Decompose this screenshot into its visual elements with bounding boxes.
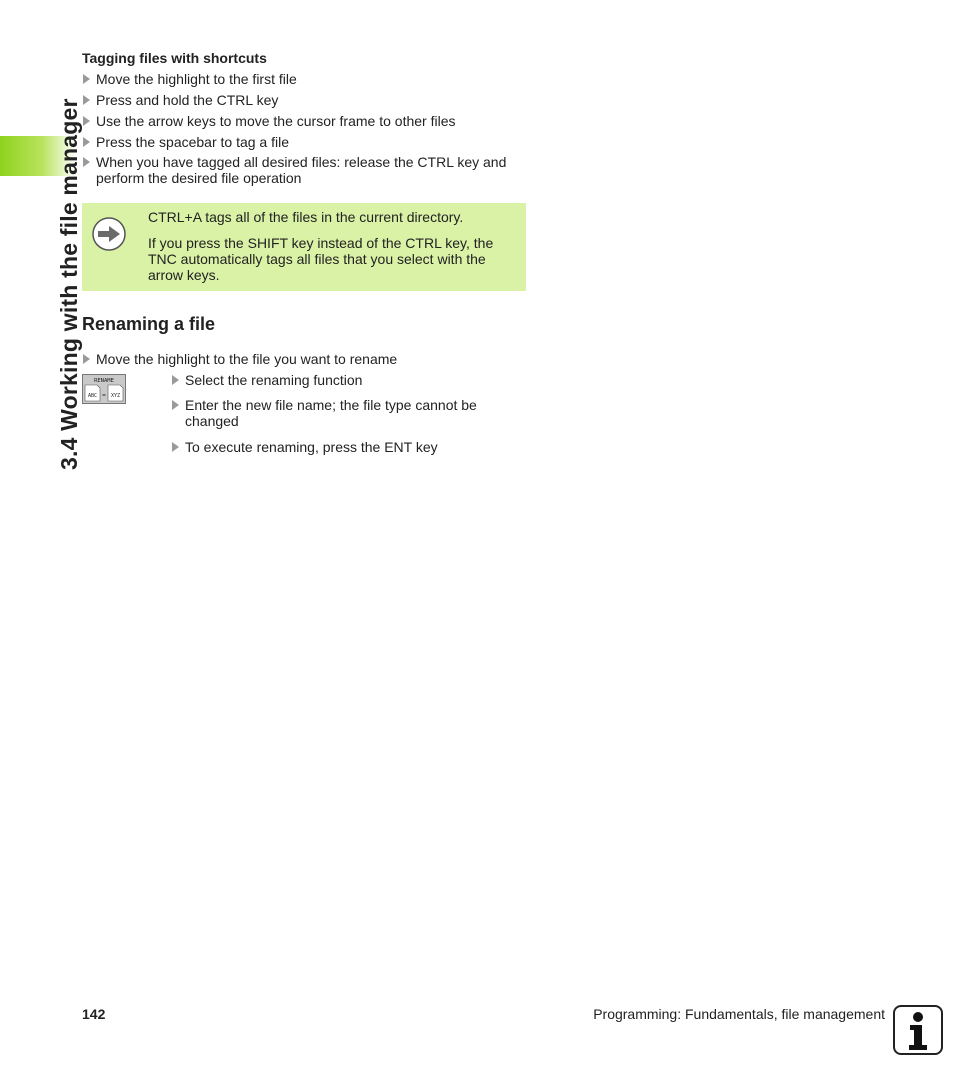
softkey-to: XYZ — [110, 393, 121, 399]
note-line: CTRL+A tags all of the files in the current directory. — [148, 209, 464, 225]
rename-softkey[interactable] — [82, 374, 126, 404]
tagging-step: Use the arrow keys to move the cursor frame to other files — [82, 113, 536, 129]
rename-softkey-step: Enter the new file name; the file type cannot be changed — [171, 397, 503, 429]
tagging-step: Press the spacebar to tag a file — [82, 134, 536, 150]
rename-softkey-step: To execute renaming, press the ENT key — [171, 439, 515, 455]
tagging-step: When you have tagged all desired files: release the CTRL key and perform the desired file operation — [82, 154, 528, 186]
tagging-heading: Tagging files with shortcuts — [82, 50, 267, 66]
softkey-arrow: = — [101, 393, 107, 399]
page-number: 142 — [82, 1006, 106, 1022]
tagging-step: Press and hold the CTRL key — [82, 92, 536, 108]
note-line: If you press the SHIFT key instead of the CTRL key, the TNC automatically tags all files that you select with the arrow keys. — [148, 235, 494, 283]
softkey-title: RENAME — [94, 378, 114, 384]
rename-softkey-graphic — [83, 375, 125, 403]
tagging-step: Move the highlight to the first file — [82, 71, 536, 87]
softkey-from: ABC — [87, 393, 98, 399]
arrow-right-icon — [92, 217, 126, 251]
rename-step: Move the highlight to the file you want to rename — [82, 351, 536, 367]
footer-text: Programming: Fundamentals, file management — [593, 1006, 885, 1022]
rename-softkey-step: Select the renaming function — [171, 372, 515, 388]
section-heading: Renaming a file — [82, 314, 216, 334]
info-icon — [893, 1005, 943, 1055]
chapter-side-title: 3.4 Working with the file manager — [56, 98, 82, 470]
